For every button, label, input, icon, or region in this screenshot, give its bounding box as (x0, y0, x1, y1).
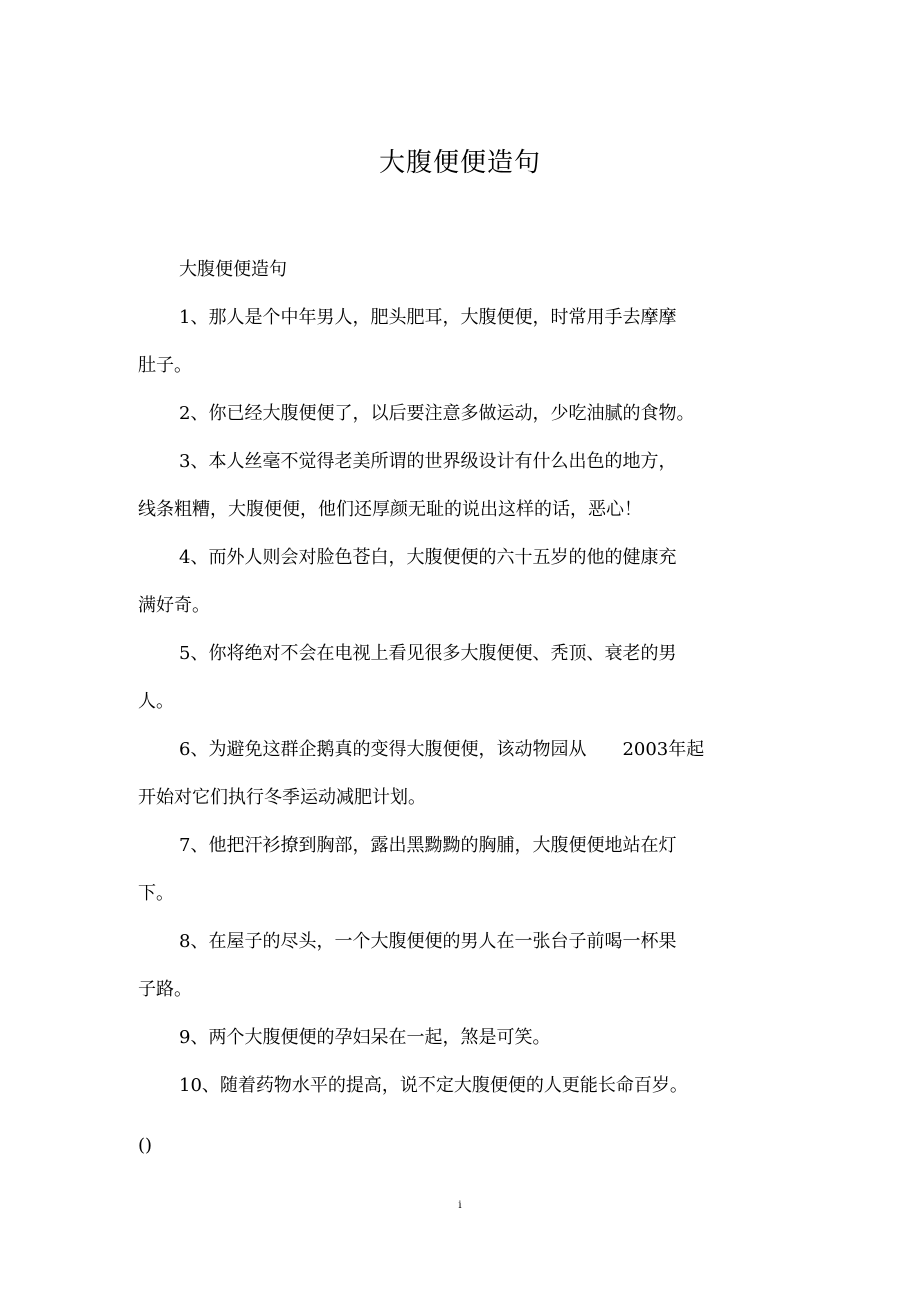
sentence-line: 9、两个大腹便便的孕妇呆在一起，煞是可笑。 (179, 1027, 551, 1048)
sentence-line: 子路。 (138, 979, 192, 1000)
sentence-line: 满好奇。 (138, 595, 210, 616)
sentence-line: 8、在屋子的尽头，一个大腹便便的男人在一张台子前喝一杯果 (179, 931, 677, 952)
sentence-7 (138, 822, 748, 918)
sentence-line: 4、而外人则会对脸色苍白，大腹便便的六十五岁的他的健康充 (179, 547, 677, 568)
sentence-text: 6、为避免这群企鹅真的变得大腹便便，该动物园从 (179, 739, 587, 760)
document-title: 大腹便便造句 (378, 148, 541, 178)
sentence-2 (138, 390, 748, 438)
sentence-line: 肚子。 (138, 355, 192, 376)
page-number: i (458, 1200, 462, 1211)
closing-mark: () (138, 1135, 153, 1156)
sentence-6 (138, 726, 748, 822)
sentence-line: 2、你已经大腹便便了，以后要注意多做运动，少吃油腻的食物。 (179, 403, 695, 424)
subtitle: 大腹便便造句 (179, 259, 287, 280)
sentence-line: 5、你将绝对不会在电视上看见很多大腹便便、秃顶、衰老的男 (179, 643, 677, 664)
sentence-line: 7、他把汗衫撩到胸部，露出黑黝黝的胸脯，大腹便便地站在灯 (179, 835, 677, 856)
sentence-3 (138, 438, 748, 534)
sentence-line: 10、随着药物水平的提高，说不定大腹便便的人更能长命百岁。 (179, 1075, 688, 1096)
sentence-9 (138, 1014, 748, 1062)
sentence-line (138, 726, 748, 774)
sentence-5 (138, 630, 748, 726)
sentence-line: 人。 (138, 691, 174, 712)
sentence-line: 下。 (138, 883, 174, 904)
sentence-line: 线条粗糟，大腹便便，他们还厚颜无耻的说出这样的话，恶心！ (138, 499, 642, 520)
sentence-1 (138, 294, 748, 390)
sentence-10 (138, 1062, 748, 1110)
sentence-line: 1、那人是个中年男人，肥头肥耳，大腹便便，时常用手去摩摩 (179, 307, 677, 328)
sentence-line: 开始对它们执行冬季运动减肥计划。 (138, 787, 426, 808)
sentence-line: 3、本人丝毫不觉得老美所谓的世界级设计有什么出色的地方， (179, 451, 677, 472)
sentence-4 (138, 534, 748, 630)
document-body (138, 246, 748, 1110)
sentence-8 (138, 918, 748, 1014)
year-text: 2003年起 (622, 739, 705, 760)
